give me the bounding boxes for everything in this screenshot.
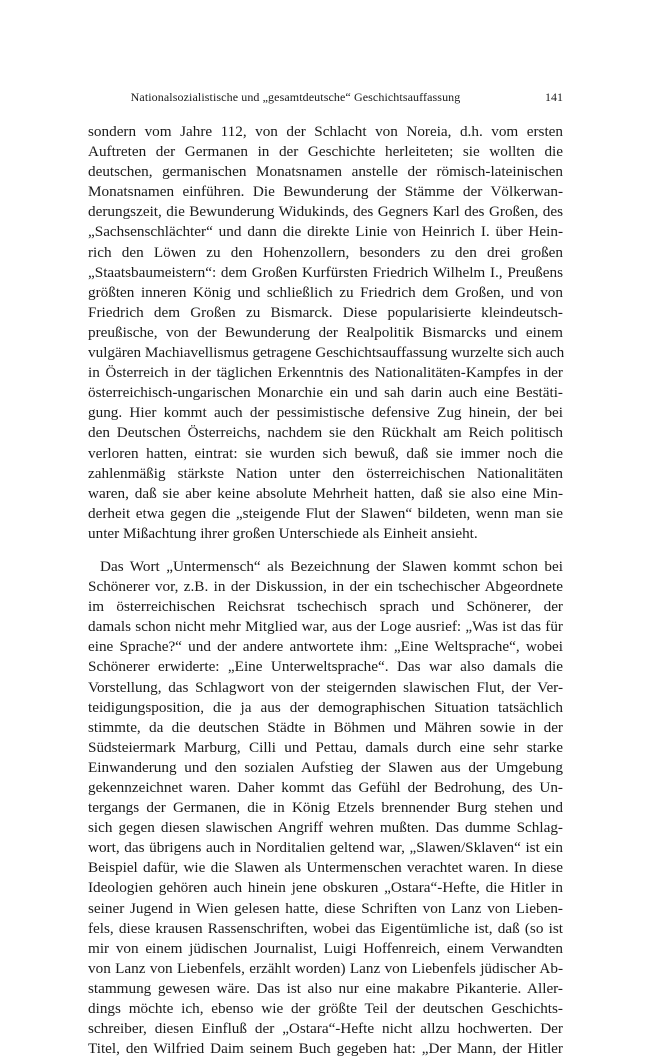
text-line: vulgären Machiavellismus getragene Geschichtsauffassung wurzelte sich auch xyxy=(88,344,565,362)
text-line: „Staatsbaumeistern“: dem Großen Kurfürsten Friedrich Wilhelm I., Preußens xyxy=(88,263,563,281)
text-line: Das Wort „Untermensch“ als Bezeichnung der Slawen kommt schon bei xyxy=(100,557,563,575)
text-line: Schönerer erwiderte: „Eine Unterweltsprache“. Das war also damals die xyxy=(88,658,563,676)
text-line: eine Sprache?“ und der andere antwortete ihm: „Eine Weltsprache“, wobei xyxy=(88,638,563,656)
text-line: Titel, den Wilfried Daim seinem Buch gegeben hat: „Der Mann, der Hitler xyxy=(88,1040,563,1058)
paragraph-1 xyxy=(88,122,563,544)
text-line: Ideologien gehören auch hinein jene obskuren „Ostara“-Hefte, die Hitler in xyxy=(88,879,563,897)
body-text xyxy=(88,122,563,1059)
text-line: derungszeit, die Bewunderung Widukinds, des Gegners Karl des Großen, des xyxy=(88,203,563,221)
text-line: sondern vom Jahre 112, von der Schlacht von Noreia, d.h. vom ersten xyxy=(88,123,563,140)
running-header xyxy=(88,90,563,110)
text-line: waren, daß sie aber keine absolute Mehrheit hatten, daß sie also eine Min- xyxy=(88,484,563,502)
text-line: Südsteiermark Marburg, Cilli und Pettau, damals durch eine sehr starke xyxy=(88,738,563,756)
paragraph-2 xyxy=(88,557,563,1059)
text-line: Auftreten der Germanen in der Geschichte herleiteten; sie wollten die xyxy=(88,143,563,161)
page-number: 141 xyxy=(545,90,563,104)
text-line: Beispiel dafür, wie die Slawen als Untermenschen verachtet waren. In diese xyxy=(88,859,563,877)
text-line: stammung gewesen wäre. Das ist also nur eine makabre Pikanterie. Aller- xyxy=(88,979,563,997)
text-line: Friedrich dem Großen zu Bismarck. Diese popularisierte kleindeutsch- xyxy=(88,303,563,321)
text-line: zahlenmäßig stärkste Nation unter den österreichischen Nationalitäten xyxy=(88,464,563,482)
text-line: Vorstellung, das Schlagwort von der steigernden slawischen Flut, der Ver- xyxy=(88,678,563,696)
text-line: gung. Hier kommt auch der pessimistische defensive Zug hinein, der bei xyxy=(88,404,563,422)
text-line: deutschen, germanischen Monatsnamen anstelle der römisch-lateinischen xyxy=(88,163,563,181)
text-line: von Lanz von Liebenfels, erzählt worden) Lanz von Liebenfels jüdischer Ab- xyxy=(88,959,563,977)
text-line: dings möchte ich, ebenso wie der größte Teil der deutschen Geschichts- xyxy=(88,1000,563,1018)
running-title: Nationalsozialistische und „gesamtdeutsche“ Geschichtsauffassung xyxy=(130,90,461,104)
text-line: teidigungsposition, die ja aus der demographischen Situation tatsächlich xyxy=(88,698,563,716)
text-line: österreichisch-ungarischen Monarchie ein und sah darin auch eine Bestäti- xyxy=(88,384,563,402)
text-line: Einwanderung und den sozialen Aufstieg der Slawen aus der Umgebung xyxy=(88,758,563,776)
text-line: preußische, von der Bewunderung der Realpolitik Bismarcks und einem xyxy=(88,323,563,341)
text-line: den Deutschen Österreichs, nachdem sie den Rückhalt am Reich politisch xyxy=(88,424,563,442)
text-line: „Sachsenschlächter“ und dann die direkte Linie von Heinrich I. über Hein- xyxy=(88,223,563,241)
text-line: rich den Löwen zu den Hohenzollern, besonders zu den drei großen xyxy=(88,243,563,261)
text-line: derheit etwa gegen die „steigende Flut der Slawen“ bildeten, wenn man sie xyxy=(88,504,563,522)
text-line: im österreichischen Reichsrat tschechisch sprach und Schönerer, der xyxy=(88,598,563,616)
text-line: stimmte, da die deutschen Städte in Böhmen und Mähren sowie in der xyxy=(88,718,563,736)
text-line: wort, das übrigens auch in Norditalien geltend war, „Slawen/Sklaven“ ist ein xyxy=(88,839,563,857)
text-line: fels, diese krausen Rassenschriften, wobei das Eigentümliche ist, daß (so ist xyxy=(88,919,563,937)
text-line: damals schon nicht mehr Mitglied war, aus der Loge ausrief: „Was ist das für xyxy=(88,618,563,636)
text-line: tergangs der Germanen, die in König Etzels brennender Burg stehen und xyxy=(88,799,563,817)
text-line: seiner Jugend in Wien gelesen hatte, diese Schriften von Lanz von Lieben- xyxy=(88,899,563,917)
text-line: in Österreich in der täglichen Erkenntnis des Nationalitäten-Kampfes in der xyxy=(88,364,563,382)
text-line: Monatsnamen einführen. Die Bewunderung der Stämme der Völkerwan- xyxy=(88,183,563,201)
text-line: größten inneren König und schließlich zu Friedrich dem Großen, und von xyxy=(88,283,563,301)
text-line: sich gegen diesen slawischen Angriff wehren mußten. Das dumme Schlag- xyxy=(88,819,563,837)
text-line: mir von einem jüdischen Journalist, Luigi Hoffenreich, einem Verwandten xyxy=(88,939,563,957)
text-line: schreiber, diesen Einfluß der „Ostara“-Hefte nicht allzu hochwerten. Der xyxy=(88,1020,563,1038)
text-line: gekennzeichnet waren. Daher kommt das Gefühl der Bedrohung, des Un- xyxy=(88,779,563,796)
text-line: unter Mißachtung ihrer großen Unterschiede als Einheit ansieht. xyxy=(88,524,478,542)
text-line: verloren hatten, eintrat: sie wurden sich bewuß, daß sie immer noch die xyxy=(88,444,563,462)
text-line: Schönerer vor, z.B. in der Diskussion, in der ein tschechischer Abgeordnete xyxy=(88,578,563,596)
